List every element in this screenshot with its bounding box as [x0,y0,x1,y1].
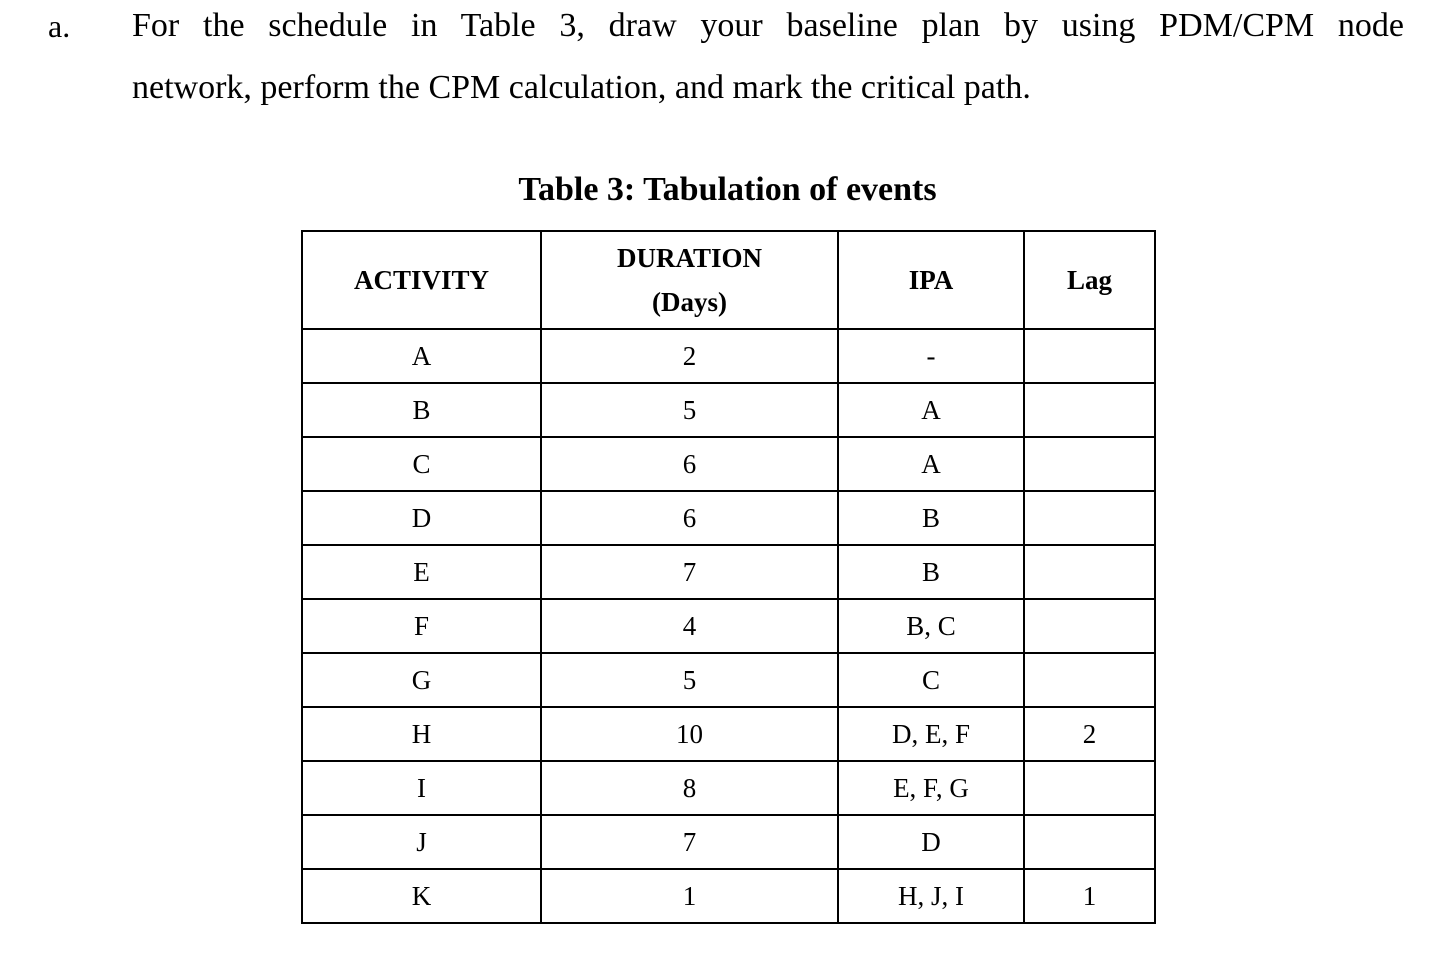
cell-activity: B [302,383,541,437]
cell-lag [1024,383,1155,437]
cell-activity: I [302,761,541,815]
cell-duration: 6 [541,491,838,545]
cell-activity: G [302,653,541,707]
cell-activity: A [302,329,541,383]
table-header-row [302,231,1155,329]
cell-lag [1024,491,1155,545]
cell-lag: 1 [1024,869,1155,923]
cell-ipa: A [838,437,1024,491]
header-lag: Lag [1024,231,1155,329]
header-duration [541,231,838,329]
cell-ipa: B [838,545,1024,599]
question-line-1: For the schedule in Table 3, draw your baseline plan by using PDM/CPM node [132,7,1404,44]
table-row [302,653,1155,707]
cell-duration: 1 [541,869,838,923]
cell-duration: 10 [541,707,838,761]
cell-duration: 8 [541,761,838,815]
question-line-2: network, perform the CPM calculation, and mark the critical path. [132,69,1031,106]
events-table [301,230,1156,924]
question-marker: a. [48,8,71,44]
table-row [302,599,1155,653]
cell-ipa: C [838,653,1024,707]
cell-lag [1024,761,1155,815]
cell-activity: J [302,815,541,869]
cell-activity: K [302,869,541,923]
cell-lag [1024,437,1155,491]
cell-duration: 7 [541,545,838,599]
cell-activity: E [302,545,541,599]
cell-duration: 4 [541,599,838,653]
cell-duration: 5 [541,383,838,437]
cell-ipa: - [838,329,1024,383]
cell-activity: H [302,707,541,761]
cell-ipa: D, E, F [838,707,1024,761]
table-caption: Table 3: Tabulation of events [518,171,937,208]
header-duration-label: DURATION [616,243,762,273]
cell-activity: D [302,491,541,545]
cell-lag [1024,653,1155,707]
cell-duration: 5 [541,653,838,707]
table-row [302,437,1155,491]
cell-ipa: D [838,815,1024,869]
cell-duration: 7 [541,815,838,869]
header-duration-unit: (Days) [652,287,727,317]
cell-activity: F [302,599,541,653]
cell-lag [1024,815,1155,869]
table-row [302,329,1155,383]
cell-lag: 2 [1024,707,1155,761]
cell-ipa: B, C [838,599,1024,653]
cell-lag [1024,545,1155,599]
cell-duration: 6 [541,437,838,491]
cell-ipa: B [838,491,1024,545]
cell-duration: 2 [541,329,838,383]
cell-activity: C [302,437,541,491]
table-row [302,869,1155,923]
cell-lag [1024,599,1155,653]
table-row [302,383,1155,437]
table-row [302,491,1155,545]
cell-ipa: A [838,383,1024,437]
cell-lag [1024,329,1155,383]
header-activity: ACTIVITY [302,231,541,329]
table-row [302,707,1155,761]
question-text [132,4,1404,110]
table-row [302,761,1155,815]
table-row [302,545,1155,599]
header-ipa: IPA [838,231,1024,329]
cell-ipa: E, F, G [838,761,1024,815]
table-row [302,815,1155,869]
cell-ipa: H, J, I [838,869,1024,923]
